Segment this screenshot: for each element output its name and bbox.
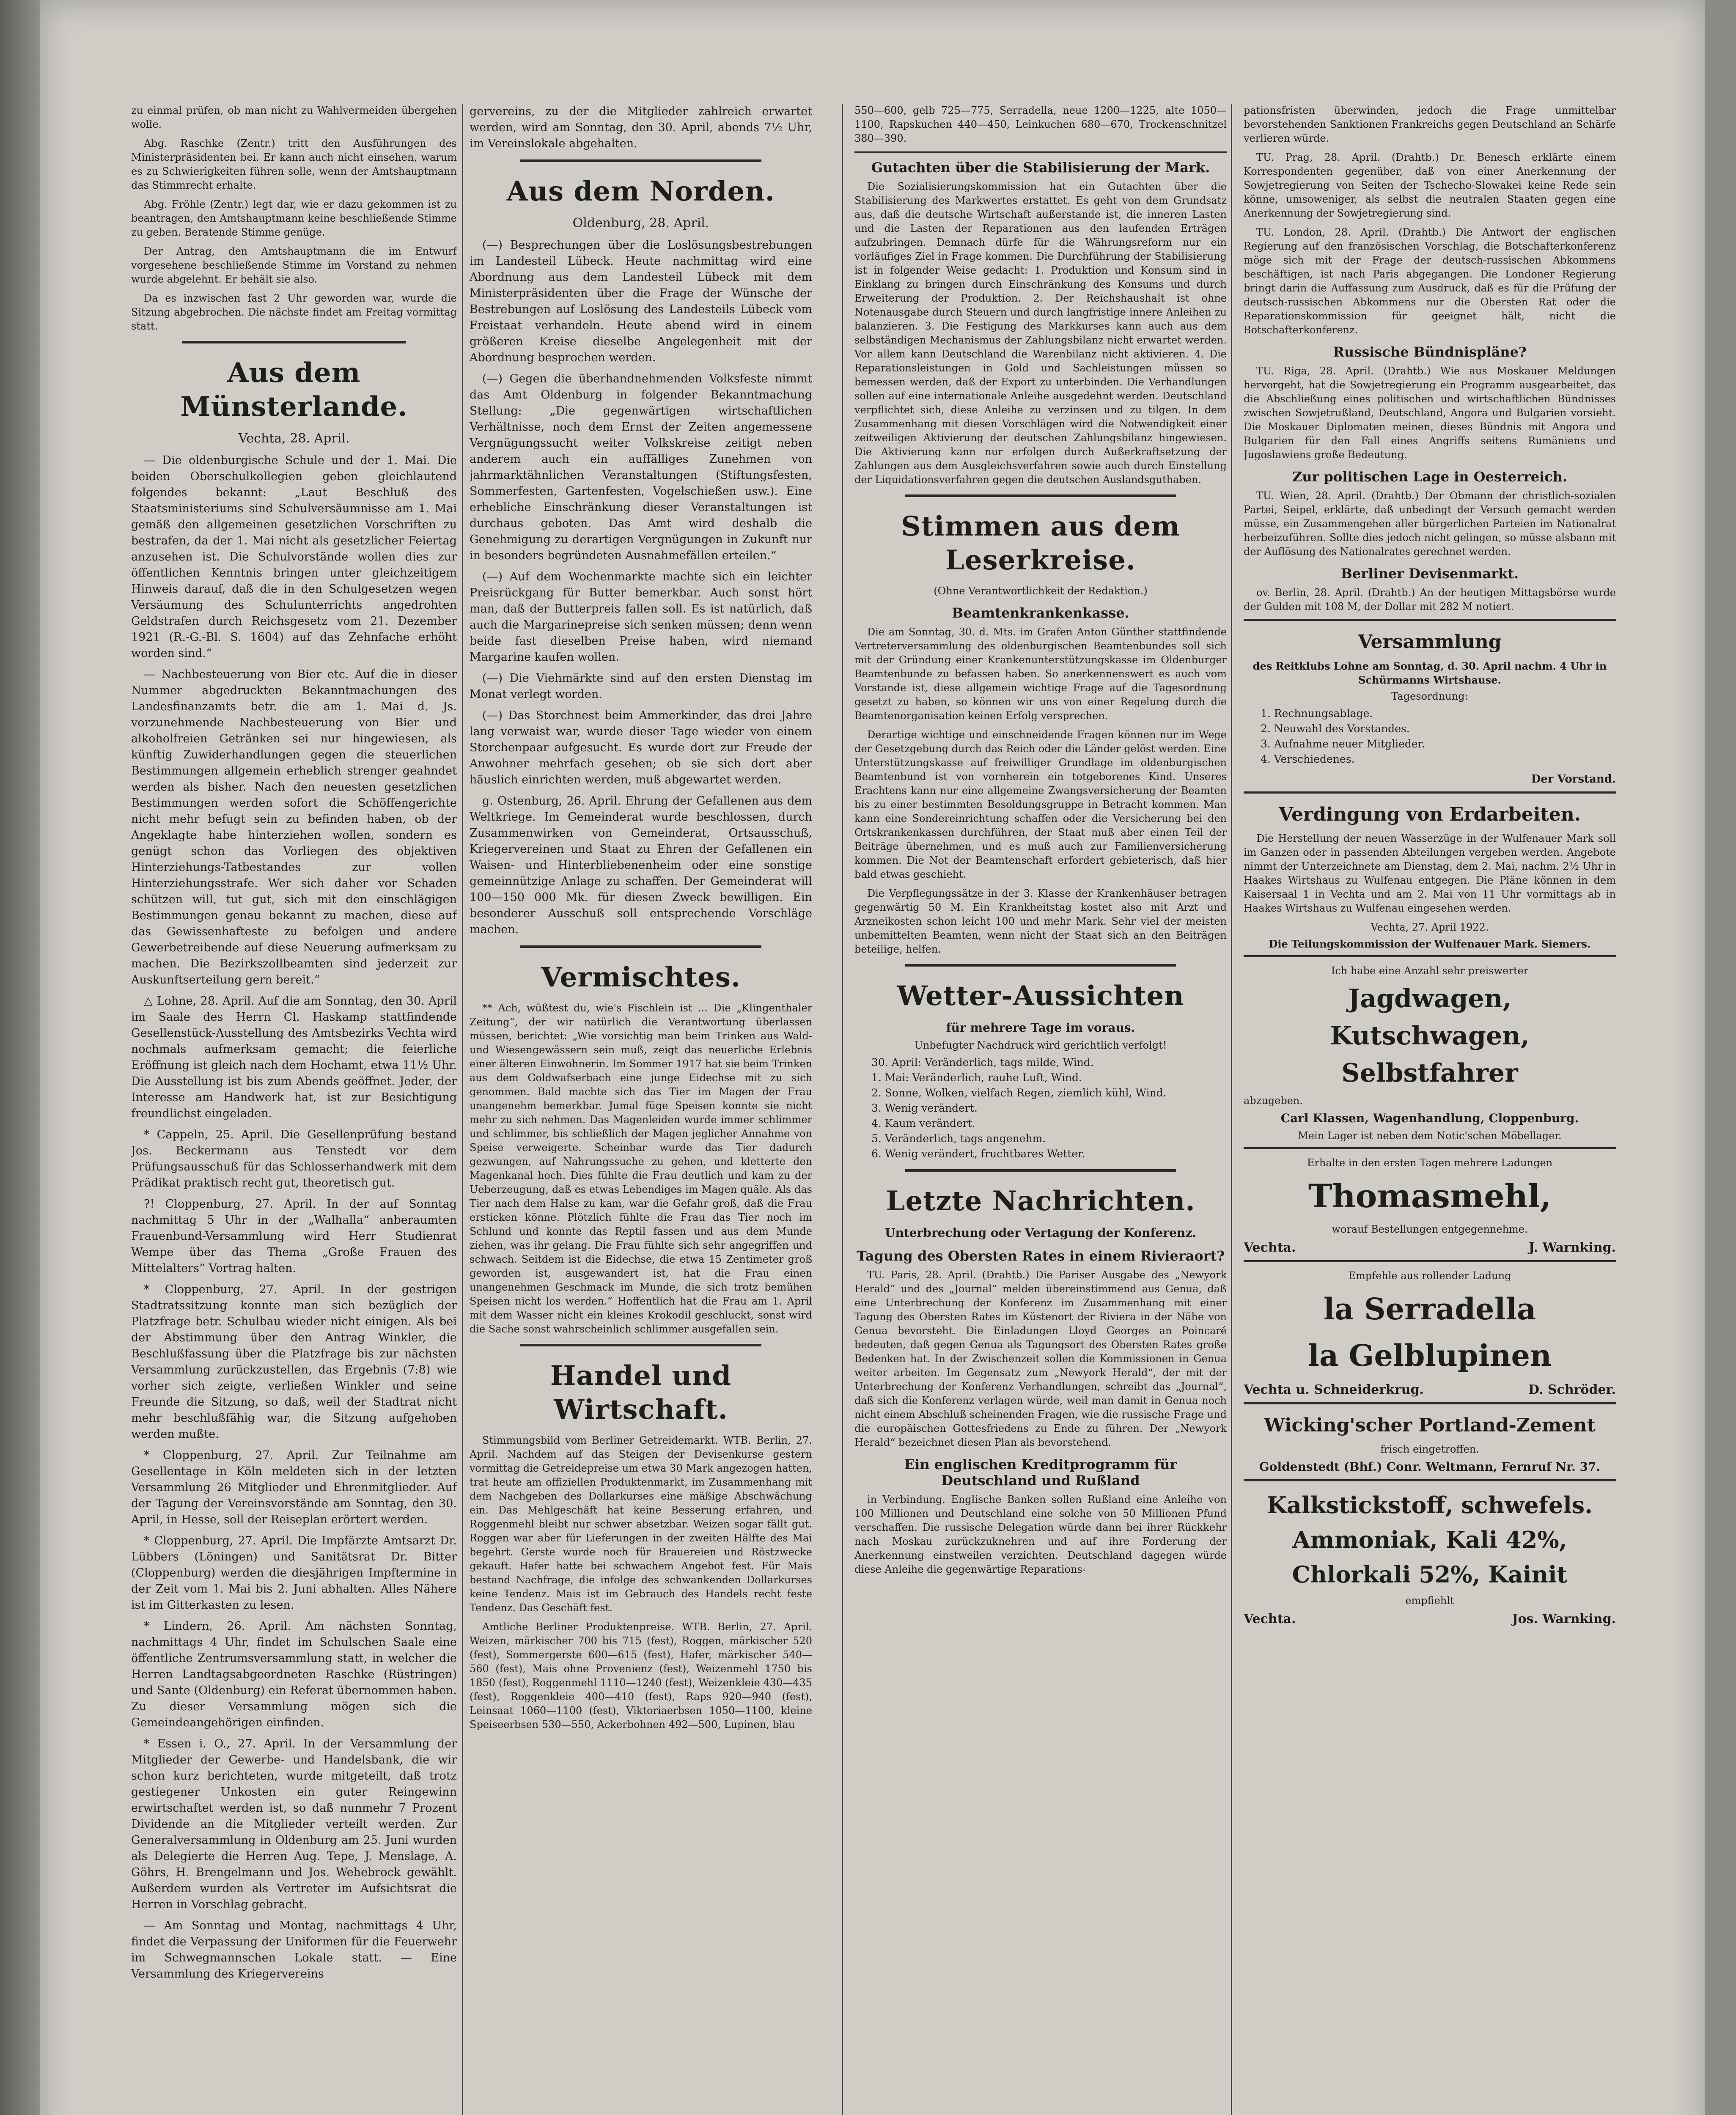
ad-place: Vechta. (1244, 1240, 1296, 1255)
divider (854, 151, 1227, 153)
advertisement-zement (1244, 1402, 1616, 1475)
advertisement-erdarbeiten (1244, 791, 1616, 951)
agenda-list (1261, 706, 1616, 767)
ad-footer (1244, 1611, 1616, 1627)
subheading: Berliner Devisenmarkt. (1340, 566, 1519, 582)
ad-note: Mein Lager ist neben dem Notic'schen Möbellager. (1298, 1130, 1562, 1142)
article-paragraph: Die am Sonntag, 30. d. Mts. im Grafen Anton Günther stattfindende Vertreterversammlung des oldenburgischen Beamtenbundes soll sich mit der Gründung einer Krankenunterstützungskasse im Oldenburger Beamtenbunde zu befassen haben. So anerkennenswert es auch vom Vorstande ist, diese allgemein wichtige Frage auf die Tagesordnung gesetzt zu haben, so können wir uns von einer Regelung durch die Beamtenorganisation keinen Erfolg versprechen. (854, 626, 1227, 722)
ad-title: la Serradella (1323, 1291, 1536, 1327)
ad-subtitle: Tagesordnung: (1391, 690, 1468, 702)
ad-note: frisch eingetroffen. (1380, 1443, 1479, 1455)
ad-title: Jagdwagen, (1348, 984, 1512, 1014)
advertisement-duenger (1244, 1479, 1616, 1627)
subheading: Gutachten über die Stabilisierung der Mark. (871, 159, 1210, 176)
section-divider (520, 1344, 761, 1346)
ad-signature: Die Teilungskommission der Wulfenauer Mark. Siemers. (1269, 938, 1591, 950)
article-paragraph: — Am Sonntag und Montag, nachmittags 4 Uhr, findet die Verpassung der Uniformen für die Feuerwehr im Schwegmannschen Lokale statt. — Eine Versammlung des Kriegervereins (131, 1919, 457, 1980)
column-rule (462, 104, 463, 2115)
paragraph: gervereins, zu der die Mitglieder zahlreich erwartet werden, wird am Sonntag, den 30. April, abends 7½ Uhr, im Vereinslokale abgehalten. (470, 105, 812, 150)
section-divider (905, 494, 1176, 497)
ad-title: Verdingung von Erdarbeiten. (1278, 804, 1581, 825)
paragraph: Da es inzwischen fast 2 Uhr geworden war, wurde die Sitzung abgebrochen. Die nächste findet am Freitag vormittag statt. (131, 292, 457, 332)
article-paragraph: Stimmungsbild vom Berliner Getreidemarkt. WTB. Berlin, 27. April. Nachdem auf das Steigen der Devisenkurse gestern vormittag die Getreidepreise um etwa 30 Mark angezogen hatten, trat heute am offiziellen Produktenmarkt, im Zusammenhang mit dem Nachgeben des Dollarkurses eine mäßige Abschwächung ein. Das Mehlgeschäft hat keine Besserung erfahren, und Roggenmehl bleibt nur schwer absetzbar. Weizen sogar fällt gut. Roggen war aber für Lieferungen in der zweiten Hälfte des Mai begehrt. Gerste wurde noch für Brauereien und Röstzwecke gekauft. Hafer hatte bei schwachem Angebot fest. Für Mais bestand Nachfrage, die infolge des schwankenden Dollarkurses keine Tendenz. Mais ist im Gebrauch des Handels recht feste Tendenz. Das Geschäft fest. (470, 1434, 812, 1614)
subheading: Ein englischen Kreditprogramm für Deutschland und Rußland (904, 1456, 1177, 1489)
forecast-item: 1. Mai: Veränderlich, rauhe Luft, Wind. (871, 1071, 1082, 1084)
ad-name: Jos. Warnking. (1512, 1612, 1616, 1626)
ad-text: des Reitklubs Lohne am Sonntag, d. 30. April nachm. 4 Uhr in Schürmanns Wirtshause. (1253, 660, 1607, 686)
article-paragraph: * Cloppenburg, 27. April. In der gestrigen Stadtratssitzung konnte man sich bezüglich der Platzfrage betr. Schulbau wieder nicht einigen. Als bei der Abstimmung über den Antrag Winkler, die Beschlußfassung über die Platzfrage bis zur nächsten Versammlung zurückzustellen, das Ergebnis (7:8) wie vorher sich zeigte, verließen Winkler und seine Freunde die Sitzung, so daß, weil der Stadtrat nicht mehr beschlußfähig war, die Sitzung aufgehoben werden mußte. (131, 1283, 457, 1441)
subtitle: für mehrere Tage im voraus. (946, 1021, 1135, 1035)
section-heading: Vermischtes. (541, 961, 741, 993)
article-paragraph: (—) Das Storchnest beim Ammerkinder, das drei Jahre lang verwaist war, wurde dieser Tage wieder von einem Storchenpaar aufgesucht. Es wurde dort zur Freude der Anwohner mehrfach gesehen; ob sie sich dort aber häuslich einrichten werden, muß abgewartet werden. (470, 709, 812, 786)
agenda-item: 1. Rechnungsablage. (1261, 707, 1373, 720)
forecast-item: 30. April: Veränderlich, tags milde, Wind. (871, 1056, 1094, 1068)
ad-lead: Erhalte in den ersten Tagen mehrere Ladungen (1307, 1157, 1553, 1169)
editorial-note: Unbefugter Nachdruck wird gerichtlich verfolgt! (914, 1039, 1167, 1051)
subheading: Zur politischen Lage in Oesterreich. (1292, 469, 1568, 485)
section-heading: Letzte Nachrichten. (886, 1185, 1195, 1217)
article-paragraph: TU. Paris, 28. April. (Drahtb.) Die Pariser Ausgabe des „Newyork Herald“ und des „Journal“ melden übereinstimmend aus Genua, daß eine Unterbrechung der Konferenz im Zusammenhang mit einer Tagung des Obersten Rates im Küstenort der Riviera in der Nähe von Genua bevorsteht. Die Einladungen Lloyd Georges an Poincaré bedeuten, daß gegen Genua als Tagungsort des Obersten Rates große Bedenken hat. In der Zwischenzeit sollen die Kommissionen in Genua weiter arbeiten. Im Gegensatz zum „Newyork Herald“, der mit der Unterbrechung der Konferenz Verhandlungen, schreibt das „Journal“, daß sich die Konferenz verlagen würde, weil man damit in Genua noch nicht einem Abschluß scheinenden Fragen, wie die russische Frage und die europäischen Gottesfriedens zu Ende zu führen. Der „Newyork Herald“ bezeichnet diesen Plan als bevorstehend. (854, 1269, 1227, 1448)
ad-title: Chlorkali 52%, Kainit (1292, 1561, 1568, 1588)
advertisement-thomasmehl (1244, 1147, 1616, 1256)
article-paragraph: * Cloppenburg, 27. April. Die Impfärzte Amtsarzt Dr. Lübbers (Löningen) und Sanitätsrat Dr. Bitter (Cloppenburg) werden die diesjährigen Impftermine in der Zeit vom 1. Mai bis 2. Juni abhalten. Alles Nähere ist im Gitterkasten zu lesen. (131, 1534, 457, 1612)
paragraph: Der Antrag, den Amtshauptmann die im Entwurf vorgesehene beschließende Stimme im Vorstand zu nehmen wurde abgelehnt. Er behält sie also. (131, 245, 457, 285)
weather-forecast (871, 1055, 1227, 1162)
ad-title: Kalkstickstoff, schwefels. (1267, 1491, 1593, 1519)
article-paragraph: ** Ach, wüßtest du, wie's Fischlein ist ... Die „Klingenthaler Zeitung“, der wir natürlich die Verantwortung überlassen müssen, berichtet: „Wie vorsichtig man beim Trinken aus Wald- und Wiesengewässern sein muß, zeigt das neuerliche Erlebnis einer älteren Einwohnerin. Im Sommer 1917 hat sie beim Trinken aus dem Goldwafserbach eine junge Eidechse mit zu sich genommen. Bald machte sich das Tier im Magen der Frau unangenehm bemerkbar. Jumal füge Speisen konnte sie nicht mehr zu sich nehmen. Das Magenleiden wurde immer schlimmer und schlimmer, bis schließlich der Magen jeglicher Annahme von Speise verweigerte. Scheinbar wurde das Tier dadurch gezwungen, auf Nahrungssuche zu gehen, und kletterte den Magenkanal hoch. Dies fühlte die Frau deutlich und kam zu der Ueberzeugung, daß es etwas Lebendiges im Magen quäle. Als das Tier nach dem Halse zu kam, war die Gefahr groß, daß die Frau ersticken könne. Plötzlich fühlte die Frau das Tier noch im Schlund und konnte das Reptil fassen und aus dem Munde ziehen, was ihr gelang. Die Frau fühlte sich sehr angegriffen und schwach. Seitdem ist die Eidechse, die etwa 15 Zentimeter groß geworden ist, ausgewandert ist, hat die Frau einen unangenehmen Geschmack im Munde, die sich trotz bemühen Speisen nicht los werden.“ Hoffentlich hat die Frau am 1. April mit dem Wasser nicht ein kleines Krokodil geschluckt, sonst wird die Sache sonst wahrscheinlich schlimmer ausgefallen sein. (470, 1002, 812, 1335)
column-rule (1231, 104, 1232, 2115)
column-2 (470, 104, 812, 2115)
ad-title: Selbstfahrer (1341, 1058, 1518, 1088)
article-paragraph: TU. Prag, 28. April. (Drahtb.) Dr. Benesch erklärte einem Korrespondenten gegenüber, daß von einer Anerkennung der Sowjetregierung von Seiten der Tschecho-Slowakei keine Rede sein könne, umsoweniger, als selbst die neutralen Staaten gegen eine Anerkennung der Sowjetregierung sind. (1244, 151, 1616, 219)
ad-title: la Gelblupinen (1308, 1338, 1552, 1373)
article-paragraph: ?! Cloppenburg, 27. April. In der auf Sonntag nachmittag 5 Uhr in der „Walhalla“ anberaumten Frauenbund-Versammlung wird Herr Studienrat Wempe über das Thema „Große Frauen des Mittelalters“ Vortrag halten. (131, 1198, 457, 1275)
article-paragraph: TU. Riga, 28. April. (Drahtb.) Wie aus Moskauer Meldungen hervorgeht, hat die Sowjetregierung ein Programm ausgearbeitet, das die Abschließung eines politischen und wirtschaftlichen Bündnisses zwischen Sowjetrußland, Deutschland, Angora und Bulgarien vorsieht. Die Moskauer Diplomaten meinen, dieses Bündnis mit Angora und Bulgarien für den Fall eines Angriffs seitens Rumäniens und Jugoslawiens große Bedeutung. (1244, 365, 1616, 461)
subtitle: Unterbrechung oder Vertagung der Konferenz. (885, 1226, 1196, 1240)
article-paragraph: in Verbindung. Englische Banken sollen Rußland eine Anleihe von 100 Millionen und Deutschland eine solche von 50 Millionen Pfund verschaffen. Die russische Delegation würde dann bei ihrer Rückkehr nach Moskau zurückzuknehren und auf ihre Forderung der Anerkennung einstweilen verzichten. Deutschland dagegen würde diese Anleihe die gegenwärtige Reparations- (854, 1494, 1227, 1575)
article-paragraph: — Die oldenburgische Schule und der 1. Mai. Die beiden Oberschulkollegien geben gleichlautend folgendes bekannt: „Laut Beschluß des Staatsministeriums sind Schulversäumnisse am 1. Mai gemäß den allgemeinen gesetzlichen Vorschriften zu bestrafen, da der 1. Mai nicht als gesetzlicher Feiertag anzusehen ist. Die Schulvorstände wollen dies zur öffentlichen Kenntnis bringen unter gleichzeitigem Hinweis darauf, daß die in den Schulgesetzen wegen Versäumung des Schulunterrichts angedrohten Geldstrafen durch Reichsgesetz vom 21. Dezember 1921 (R.-G.-Bl. S. 1604) auf das Zehnfache erhöht worden sind.“ (131, 454, 457, 660)
advertisement-wagen (1244, 955, 1616, 1143)
ad-note: worauf Bestellungen entgegennehme. (1332, 1223, 1528, 1235)
article-paragraph: ov. Berlin, 28. April. (Drahtb.) An der heutigen Mittagsbörse wurde der Gulden mit 108 M, der Dollar mit 282 M notiert. (1244, 587, 1616, 613)
article-paragraph: * Lindern, 26. April. Am nächsten Sonntag, nachmittags 4 Uhr, findet im Schulschen Saale eine öffentliche Zentrumsversammlung statt, in welcher die Herren Landtagsabgeordneten Raschke (Rüstringen) und Sante (Oldenburg) ein Referat übernommen haben. Zu dieser Versammlung mögen sich die Gemeindeangehörigen einfinden. (131, 1620, 457, 1729)
dateline: Vechta, 28. April. (238, 431, 350, 446)
agenda-item: 3. Aufnahme neuer Mitglieder. (1261, 738, 1425, 750)
article-paragraph: TU. London, 28. April. (Drahtb.) Die Antwort der englischen Regierung auf den französischen Vorschlag, die Botschafterkonferenz möge sich mit der Frage der deutsch-russischen Abkommens beschäftigen, ist nach Paris abgegangen. Die Londoner Regierung bringt darin die Auffassung zum Ausdruck, daß es für die Prüfung der deutsch-russischen Abkommens nur die Obersten Rat oder die Reparationskommission für geeignet hält, nicht die Botschafterkonferenz. (1244, 226, 1616, 336)
article-paragraph: — Nachbesteuerung von Bier etc. Auf die in dieser Nummer abgedruckten Bekanntmachungen des Landesfinanzamts betr. die am 1. Mai d. Js. vorzunehmende Nachbesteuerung von Bier und alkoholfreien Getränken sei nur hingewiesen, als künftig Zuwiderhandlungen gegen die steuerlichen Bestimmungen allgemein erheblich strenger geahndet werden als bisher. Nach den neuesten gesetzlichen Bestimmungen werden sofort die Schöffengerichte nicht mehr befugt sein zu befinden haben, ob der Angeklagte habe hinterziehen wollen, sondern es genügt schon das Vorliegen des objektiven Hinterziehungs-Tatbestandes zur vollen Hinterziehungsstrafe. Wer sich daher vor Schaden schützen will, tut gut, sich mit den einschlägigen Bestimmungen genau bekannt zu machen, diese auf das Gewissenhafteste zu befolgen und andere Gewerbetreibende auf diese Neuerung aufmerksam zu machen. Die Bezirkszollbeamten sind jederzeit zur Auskunftserteilung gern bereit.“ (131, 668, 457, 986)
article-paragraph: Amtliche Berliner Produktenpreise. WTB. Berlin, 27. April. Weizen, märkischer 700 bis 715 (fest), Roggen, märkischer 520 (fest), Sommergerste 600—615 (fest), Hafer, märkischer 540—560 (fest), Mais ohne Provenienz (fest), Weizenmehl 1750 bis 1850 (fest), Roggenmehl 1110—1240 (fest), Weizenkleie 430—435 (fest), Roggenkleie 400—410 (fest), Raps 920—940 (fest), Leinsaat 1060—1100 (fest), Viktoriaerbsen 1050—1100, kleine Speiseerbsen 530—550, Ackerbohnen 492—500, Lupinen, blau (470, 1621, 812, 1730)
ad-lead: Ich habe eine Anzahl sehr preiswerter (1331, 965, 1529, 977)
article-paragraph: * Essen i. O., 27. April. In der Versammlung der Mitglieder der Gewerbe- und Handelsbank, die wir schon kurz berichteten, wurde mitgeteilt, daß trotz gestiegener Unkosten ein guter Reingewinn erwirtschaftet werden ist, so daß nunmehr 7 Prozent Dividende an die Mitglieder verteilt werden. Zur Generalversammlung in Oldenburg am 25. Juni wurden als Delegierte die Herren Aug. Tepe, J. Menslage, A. Göhrs, H. Brengelmann und Jos. Wehebrock gewählt. Außerdem wurden als Vertreter im Aufsichtsrat die Herren in Vorschlag gebracht. (131, 1737, 457, 1911)
column-rule (842, 104, 843, 2115)
ad-title: Wicking'scher Portland-Zement (1264, 1415, 1596, 1436)
paragraph: Abg. Raschke (Zentr.) tritt den Ausführungen des Ministerpräsidenten bei. Er kann auch nicht einsehen, warum es zu Schwierigkeiten führen solle, wenn der Amtshauptmann das Stimmrecht erhalte. (131, 137, 457, 191)
column-4 (1244, 104, 1616, 2115)
paragraph: 550—600, gelb 725—775, Serradella, neue 1200—1225, alte 1050—1100, Rapskuchen 440—450, Leinkuchen 680—670, Trockenschnitzel 380—390. (854, 104, 1227, 144)
column-3 (854, 104, 1227, 2115)
forecast-item: 4. Kaum verändert. (871, 1117, 975, 1129)
advertisement-versammlung (1244, 619, 1616, 787)
article-paragraph: (—) Gegen die überhandnehmenden Volksfeste nimmt das Amt Oldenburg in folgender Bekanntmachung Stellung: „Die gegenwärtigen wirtschaftlichen Verhältnisse, noch dem Ernst der Zeiten angemessene Vergnügungssucht weiter Volkskreise zeitigt neben anderem auch ein auffälliges Zunehmen von jahrmarktähnlichen Veranstaltungen (Stiftungsfesten, Sommerfesten, Gartenfesten, Vogelschießen usw.). Eine erhebliche Einschränkung dieser Veranstaltungen ist durchaus geboten. Das Amt wird deshalb die Genehmigung zu derartigen Vergnügungen in Zukunft nur in besonders begründeten Ausnahmefällen erteilen.“ (470, 372, 812, 562)
ad-name: J. Warnking. (1528, 1240, 1616, 1255)
ad-lead: Empfehle aus rollender Ladung (1348, 1270, 1511, 1282)
article-paragraph: △ Lohne, 28. April. Auf die am Sonntag, den 30. April im Saale des Herrn Cl. Haskamp stattfindende Gesellenstück-Ausstellung des Amtsbezirks Vechta wird nochmals aufmerksam gemacht; die feierliche Eröffnung ist gleich nach dem Hochamt, etwa 11½ Uhr. Die Ausstellung ist bis zum Abends geöffnet. Jeder, der Interesse am Handwerk hat, ist zur Besichtigung freundlichst eingeladen. (131, 994, 457, 1120)
ad-name: D. Schröder. (1528, 1382, 1616, 1397)
subheading: Russische Bündnispläne? (1333, 344, 1527, 360)
paragraph: zu einmal prüfen, ob man nicht zu Wahlvermeiden übergehen wolle. (131, 104, 457, 130)
forecast-item: 6. Wenig verändert, fruchtbares Wetter. (871, 1148, 1085, 1160)
section-divider (905, 1169, 1176, 1172)
ad-title: Thomasmehl, (1308, 1177, 1552, 1215)
section-heading: Aus dem Münsterlande. (180, 357, 408, 423)
article-paragraph: TU. Wien, 28. April. (Drahtb.) Der Obmann der christlich-sozialen Partei, Seipel, erklärte, daß unbedingt der Versuch gemacht werden müsse, ein Zusammengehen aller bürgerlichen Parteien im Nationalrat herbeizuführen. Sollte dies jedoch nicht gelingen, so müsse alsbann mit der Auflösung des Nationalrates gerechnet werden. (1244, 490, 1616, 558)
article-paragraph: Die Verpflegungssätze in der 3. Klasse der Krankenhäuser betragen gegenwärtig 50 M. Ein Krankheitstag kostet also mit Arzt und Arzneikosten schon leicht 100 und mehr Mark. Sehr viel der meisten unbemittelten Beamten, wenn nicht der Staat sich an den Beiträgen beteilige, helfen. (854, 887, 1227, 955)
ad-date: Vechta, 27. April 1922. (1371, 921, 1489, 933)
paragraph: pationsfristen überwinden, jedoch die Frage unmittelbar bevorstehenden Sanktionen Frankreichs gegen Deutschland an Schärfe verlieren würde. (1244, 104, 1616, 144)
advertisement-serradella (1244, 1260, 1616, 1398)
section-divider (182, 341, 406, 343)
forecast-item: 2. Sonne, Wolken, vielfach Regen, ziemlich kühl, Wind. (871, 1087, 1167, 1099)
ad-place: Vechta u. Schneiderkrug. (1244, 1382, 1424, 1397)
ad-title: Ammoniak, Kali 42%, (1292, 1526, 1567, 1553)
article-paragraph: Die Sozialisierungskommission hat ein Gutachten über die Stabilisierung des Markwertes erstattet. Es geht von dem Grundsatz aus, daß die deutsche Wirtschaft außerstande ist, die inneren Lasten und die Lasten der Reparationen aus den laufenden Erträgen aufzubringen. Demnach dürfe für die Währungsreform nur ein vorläufiges Ziel in Frage kommen. Die Durchführung der Stabilisierung ist in folgender Weise gedacht: 1. Produktion und Konsum sind in Einklang zu bringen durch Einschränkung des Konsums und durch Erweiterung der Produktion. 2. Der Reichshaushalt ist ohne Notenausgabe durch Steuern und durch langfristige innere Anleihen zu balanzieren. 3. Die Festigung des Markkurses kann auch aus dem selbständigen Mechanismus der Zahlungsbilanz nicht erwartet werden. Vor allem kann Deutschland die Warenbilanz nicht aktivieren. 4. Die Reparationsleistungen in Gold und Sachleistungen müssen so bemessen werden, daß der Export zu unterbinden. Die Verhandlungen sollen auf eine internationale Anleihe ausgedehnt werden. Deutschland verpflichtet sich, diese Anleihe zu verzinsen und zu tilgen. In dem Zusammenhang mit diesen Vorschlägen wird die Notwendigkeit einer zeitweiligen Aktivierung der deutschen Zahlungsbilanz hingewiesen. Die Aktivierung kann nur erfolgen durch Außerkraftsetzung der Zahlungen aus dem Ausgleichsverfahren sowie auch durch Einstellung der Liquidationsverfahren gegen die deutschen Auslandsguthaben. (854, 181, 1227, 486)
article-paragraph: g. Ostenburg, 26. April. Ehrung der Gefallenen aus dem Weltkriege. Im Gemeinderat wurde beschlossen, durch Zusammenwirken von Gemeinderat, Ortsausschuß, Kriegervereinen und Staat zu Ehren der Gefallenen ein Waisen- und Hinterbliebenenheim oder eine sonstige gemeinnützige Anlage zu schaffen. Der Gemeinderat will 100—150 000 Mk. für diesen Zweck bewilligen. Ein besonderer Ausschuß soll entsprechende Vorschläge machen. (470, 794, 812, 936)
ad-name: Carl Klassen, Wagenhandlung, Cloppenburg. (1280, 1111, 1579, 1125)
section-divider (905, 964, 1176, 967)
section-heading: Aus dem Norden. (506, 176, 775, 207)
agenda-item: 4. Verschiedenes. (1261, 753, 1355, 765)
forecast-item: 5. Veränderlich, tags angenehm. (871, 1132, 1046, 1145)
ad-signature: Der Vorstand. (1531, 773, 1616, 786)
subheading: Tagung des Obersten Rates in einem Rivieraort? (856, 1248, 1225, 1264)
ad-title: Kutschwagen, (1330, 1021, 1530, 1051)
article-paragraph: Derartige wichtige und einschneidende Fragen können nur im Wege der Gesetzgebung durch das Reich oder die Länder gelöst werden. Eine Unterstützungskasse auf freiwilliger Grundlage im oldenburgischen Beamtenbund ist von vornherein ein totgeborenes Kind. Unseres Erachtens kann nur eine allgemeine Zwangsversicherung der Beamten bis zu einer bestimmten Besoldungsgruppe in Betracht kommen. Man kann eine Sondereinrichtung schaffen oder die Versicherung bei den Ortskrankenkassen durchführen, der Staat muß aber einen Teil der Beiträge übernehmen, und es muß auch zur Familienversicherung kommen. Die Not der Beamtenschaft erfordert gebieterisch, daß hier bald etwas geschieht. (854, 729, 1227, 880)
article-paragraph: (—) Auf dem Wochenmarkte machte sich ein leichter Preisrückgang für Butter bemerkbar. Auch sonst hört man, daß der Butterpreis fallen soll. Es ist natürlich, daß auch die Margarinepreise sich senken müssen; denn wenn beide fast dieselben Preise haben, wird niemand Margarine kaufen wollen. (470, 570, 812, 664)
section-heading: Stimmen aus dem Leserkreise. (901, 511, 1180, 576)
ad-footer (1244, 1382, 1616, 1398)
article-paragraph: (—) Besprechungen über die Loslösungsbestrebungen im Landesteil Lübeck. Heute nachmittag wird eine Abordnung aus dem Landesteil Lübeck mit dem Ministerpräsidenten über die Frage der Wünsche der Bestrebungen auf Loslösung des Landesteils Lübeck vom Freistaat verhandeln. Heute abend wird in einem größeren Kreise dieselbe Angelegenheit mit der Abordnung besprochen werden. (470, 239, 812, 364)
editorial-note: (Ohne Verantwortlichkeit der Redaktion.) (934, 585, 1148, 597)
section-divider (520, 159, 761, 162)
ad-note: empfiehlt (1405, 1595, 1454, 1607)
column-1 (131, 104, 457, 2115)
ad-text: Die Herstellung der neuen Wasserzüge in der Wulfenauer Mark soll im Ganzen oder in passenden Abteilungen vergeben werden. Angebote nimmt der Unterzeichnete am Dienstag, dem 2. Mai, nachm. 2½ Uhr in Haakes Wirtshaus zu Wulfenau entgegen. Die Pläne können in dem Kaisersaal 1 in Vechta und am 2. Mai von 11 Uhr vormittags ab in Haakes Wirtshaus zu Wulfenau eingesehen werden. (1244, 832, 1616, 914)
ad-place: Vechta. (1244, 1612, 1296, 1626)
section-divider (520, 945, 761, 948)
ad-footer (1244, 1240, 1616, 1256)
article-paragraph: (—) Die Viehmärkte sind auf den ersten Dienstag im Monat verlegt worden. (470, 672, 812, 701)
subheading: Beamtenkrankenkasse. (952, 605, 1129, 621)
ad-title: Versammlung (1358, 631, 1502, 653)
section-heading: Handel und Wirtschaft. (550, 1360, 732, 1426)
ad-name: Goldenstedt (Bhf.) Conr. Weltmann, Fernruf Nr. 37. (1259, 1460, 1601, 1474)
agenda-item: 2. Neuwahl des Vorstandes. (1261, 722, 1410, 735)
forecast-item: 3. Wenig verändert. (871, 1102, 978, 1114)
article-paragraph: * Cappeln, 25. April. Die Gesellenprüfung bestand Jos. Beckermann aus Tenstedt vor dem Prüfungsausschuß für das Schlosserhandwerk mit dem Prädikat praktisch recht gut, theoretisch gut. (131, 1128, 457, 1189)
article-paragraph: * Cloppenburg, 27. April. Zur Teilnahme am Gesellentage in Köln meldeten sich in der letzten Versammlung 26 Mitglieder und Ehrenmitglieder. Auf der Tagung der Vereinsvorstände am Sonntag, den 30. April, in Hesse, soll der Reiseplan erörtert werden. (131, 1449, 457, 1526)
ad-text: abzugeben. (1244, 1095, 1303, 1107)
dateline: Oldenburg, 28. April. (572, 216, 709, 231)
section-heading: Wetter-Aussichten (897, 980, 1184, 1012)
binding-gutter (0, 0, 40, 2115)
paragraph: Abg. Fröhle (Zentr.) legt dar, wie er dazu gekommen ist zu beantragen, den Amtshauptmann keine beschließende Stimme zu geben. Beratende Stimme genüge. (131, 198, 457, 238)
